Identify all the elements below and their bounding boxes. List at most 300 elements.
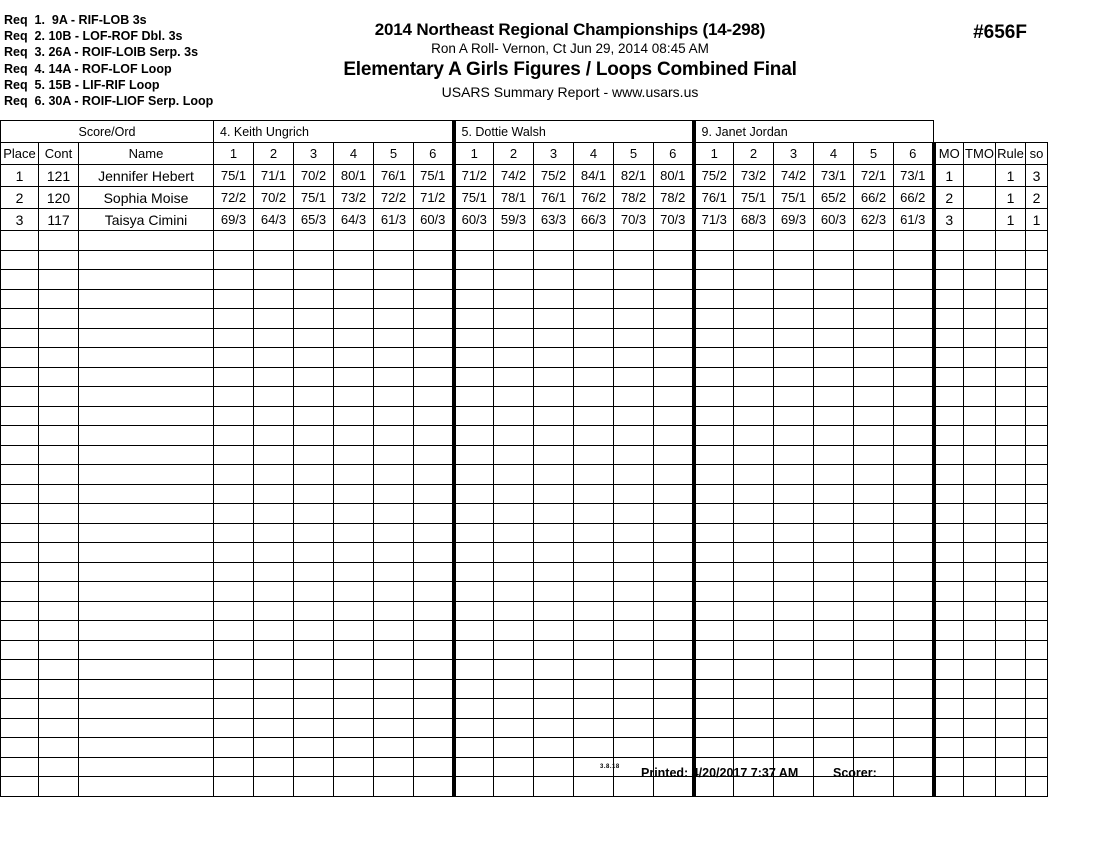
cell-empty	[1, 309, 39, 329]
cell-empty	[294, 328, 334, 348]
cell-empty	[854, 718, 894, 738]
column-header-j9-fig1: 1	[694, 143, 734, 165]
cell-empty	[964, 348, 996, 368]
cell-empty	[414, 562, 454, 582]
cell-empty	[964, 640, 996, 660]
cell-empty	[1, 289, 39, 309]
cell-empty	[574, 504, 614, 524]
cell-empty	[254, 426, 294, 446]
cell-empty	[254, 738, 294, 758]
cell-empty	[574, 777, 614, 797]
cell-j9-fig2: 68/3	[734, 209, 774, 231]
column-header-place: Place	[1, 143, 39, 165]
cell-empty	[694, 328, 734, 348]
cell-empty	[614, 601, 654, 621]
cell-empty	[614, 426, 654, 446]
cell-empty	[79, 309, 214, 329]
table-row-empty	[1, 328, 1048, 348]
cell-empty	[996, 679, 1026, 699]
cell-empty	[79, 699, 214, 719]
cell-place: 3	[1, 209, 39, 231]
column-header-row	[1, 143, 1048, 165]
cell-empty	[996, 309, 1026, 329]
cell-empty	[996, 699, 1026, 719]
cell-empty	[334, 250, 374, 270]
table-row-empty	[1, 562, 1048, 582]
cell-empty	[79, 757, 214, 777]
cell-j4-fig5: 72/2	[374, 187, 414, 209]
cell-empty	[734, 562, 774, 582]
cell-empty	[1, 718, 39, 738]
cell-empty	[996, 328, 1026, 348]
cell-empty	[494, 738, 534, 758]
cell-empty	[894, 387, 934, 407]
cell-empty	[894, 660, 934, 680]
cell-empty	[1026, 621, 1048, 641]
cell-j5-fig3: 75/2	[534, 165, 574, 187]
cell-mo: 3	[934, 209, 964, 231]
banner-spacer	[934, 121, 1048, 143]
cell-empty	[814, 406, 854, 426]
cell-tmo	[964, 187, 996, 209]
cell-empty	[734, 679, 774, 699]
cell-empty	[734, 660, 774, 680]
cell-j5-fig2: 78/1	[494, 187, 534, 209]
cell-empty	[654, 406, 694, 426]
cell-empty	[734, 250, 774, 270]
cell-empty	[894, 406, 934, 426]
cell-empty	[934, 738, 964, 758]
cell-empty	[1, 465, 39, 485]
cell-empty	[39, 309, 79, 329]
cell-empty	[414, 387, 454, 407]
cell-empty	[79, 621, 214, 641]
cell-empty	[294, 660, 334, 680]
cell-empty	[894, 328, 934, 348]
cell-empty	[374, 367, 414, 387]
cell-empty	[1, 231, 39, 251]
cell-j4-fig5: 76/1	[374, 165, 414, 187]
cell-empty	[334, 387, 374, 407]
cell-j4-fig4: 73/2	[334, 187, 374, 209]
cell-empty	[654, 504, 694, 524]
cell-empty	[39, 328, 79, 348]
cell-empty	[814, 445, 854, 465]
cell-empty	[694, 289, 734, 309]
cell-empty	[414, 679, 454, 699]
cell-empty	[654, 699, 694, 719]
cell-empty	[694, 270, 734, 290]
cell-empty	[294, 445, 334, 465]
table-row-empty	[1, 445, 1048, 465]
cell-empty	[894, 309, 934, 329]
cell-empty	[374, 543, 414, 563]
cell-name: Jennifer Hebert	[79, 165, 214, 187]
cell-empty	[964, 777, 996, 797]
cell-empty	[1, 660, 39, 680]
cell-empty	[694, 543, 734, 563]
cell-empty	[254, 601, 294, 621]
cell-empty	[614, 699, 654, 719]
cell-empty	[814, 699, 854, 719]
cell-empty	[774, 231, 814, 251]
cell-empty	[654, 562, 694, 582]
cell-empty	[894, 250, 934, 270]
cell-empty	[334, 699, 374, 719]
cell-empty	[1, 387, 39, 407]
cell-empty	[334, 640, 374, 660]
cell-empty	[894, 426, 934, 446]
cell-empty	[79, 718, 214, 738]
cell-empty	[294, 309, 334, 329]
cell-empty	[79, 328, 214, 348]
cell-empty	[334, 445, 374, 465]
cell-empty	[1026, 465, 1048, 485]
cell-empty	[214, 426, 254, 446]
column-header-j4-fig2: 2	[254, 143, 294, 165]
column-header-j9-fig6: 6	[894, 143, 934, 165]
cell-empty	[934, 504, 964, 524]
cell-empty	[934, 387, 964, 407]
cell-empty	[894, 582, 934, 602]
cell-empty	[1, 562, 39, 582]
cell-j9-fig3: 75/1	[774, 187, 814, 209]
cell-empty	[534, 757, 574, 777]
cell-empty	[1026, 406, 1048, 426]
cell-empty	[454, 660, 494, 680]
cell-empty	[414, 699, 454, 719]
cell-empty	[1026, 289, 1048, 309]
cell-empty	[254, 660, 294, 680]
cell-empty	[334, 426, 374, 446]
cell-empty	[294, 757, 334, 777]
cell-name: Sophia Moise	[79, 187, 214, 209]
cell-empty	[964, 757, 996, 777]
cell-empty	[374, 738, 414, 758]
cell-empty	[854, 582, 894, 602]
cell-empty	[854, 309, 894, 329]
cell-empty	[774, 406, 814, 426]
cell-empty	[414, 621, 454, 641]
cell-empty	[734, 504, 774, 524]
cell-empty	[79, 504, 214, 524]
cell-empty	[79, 484, 214, 504]
cell-empty	[414, 757, 454, 777]
table-row-empty	[1, 660, 1048, 680]
cell-empty	[996, 231, 1026, 251]
cell-empty	[534, 484, 574, 504]
cell-empty	[294, 465, 334, 485]
table-row	[1, 209, 1048, 231]
cell-empty	[494, 484, 534, 504]
cell-empty	[79, 289, 214, 309]
column-header-so: so	[1026, 143, 1048, 165]
cell-empty	[494, 543, 534, 563]
cell-empty	[214, 523, 254, 543]
cell-empty	[214, 445, 254, 465]
cell-empty	[814, 231, 854, 251]
cell-empty	[574, 640, 614, 660]
cell-empty	[814, 250, 854, 270]
cell-empty	[854, 289, 894, 309]
cell-empty	[934, 426, 964, 446]
cell-empty	[614, 582, 654, 602]
cell-empty	[854, 328, 894, 348]
cell-empty	[214, 504, 254, 524]
cell-empty	[854, 601, 894, 621]
cell-empty	[574, 660, 614, 680]
cell-empty	[39, 640, 79, 660]
cell-empty	[964, 543, 996, 563]
cell-empty	[734, 387, 774, 407]
cell-empty	[894, 504, 934, 524]
cell-empty	[494, 309, 534, 329]
cell-empty	[654, 601, 694, 621]
cell-empty	[934, 406, 964, 426]
cell-empty	[774, 523, 814, 543]
cell-empty	[79, 250, 214, 270]
cell-empty	[774, 250, 814, 270]
cell-empty	[534, 543, 574, 563]
cell-empty	[614, 621, 654, 641]
cell-empty	[964, 601, 996, 621]
cell-j9-fig1: 75/2	[694, 165, 734, 187]
cell-empty	[79, 406, 214, 426]
cell-empty	[654, 621, 694, 641]
cell-empty	[734, 406, 774, 426]
cell-empty	[774, 445, 814, 465]
cell-empty	[854, 484, 894, 504]
cell-empty	[614, 406, 654, 426]
cell-empty	[964, 523, 996, 543]
cell-empty	[854, 270, 894, 290]
cell-empty	[454, 348, 494, 368]
cell-empty	[79, 543, 214, 563]
cell-empty	[254, 406, 294, 426]
cell-empty	[454, 523, 494, 543]
cell-empty	[494, 660, 534, 680]
cell-empty	[334, 601, 374, 621]
cell-j9-fig2: 75/1	[734, 187, 774, 209]
cell-empty	[1026, 231, 1048, 251]
cell-so: 3	[1026, 165, 1048, 187]
cell-empty	[934, 250, 964, 270]
cell-empty	[996, 718, 1026, 738]
cell-empty	[734, 601, 774, 621]
cell-so: 2	[1026, 187, 1048, 209]
cell-empty	[414, 523, 454, 543]
cell-empty	[214, 679, 254, 699]
cell-empty	[39, 699, 79, 719]
cell-empty	[1, 270, 39, 290]
cell-empty	[414, 484, 454, 504]
cell-empty	[814, 387, 854, 407]
cell-empty	[254, 543, 294, 563]
cell-empty	[934, 543, 964, 563]
cell-empty	[654, 484, 694, 504]
cell-empty	[1026, 328, 1048, 348]
cell-empty	[214, 270, 254, 290]
cell-empty	[694, 640, 734, 660]
cell-empty	[1, 601, 39, 621]
cell-empty	[454, 367, 494, 387]
cell-empty	[1026, 601, 1048, 621]
cell-j9-fig6: 61/3	[894, 209, 934, 231]
cell-empty	[294, 718, 334, 738]
cell-empty	[654, 640, 694, 660]
cell-empty	[964, 660, 996, 680]
cell-empty	[694, 426, 734, 446]
cell-empty	[294, 367, 334, 387]
table-row-empty	[1, 309, 1048, 329]
cell-empty	[934, 640, 964, 660]
cell-empty	[774, 582, 814, 602]
cell-empty	[79, 777, 214, 797]
cell-empty	[534, 562, 574, 582]
cell-empty	[494, 445, 534, 465]
cell-empty	[894, 484, 934, 504]
cell-empty	[454, 543, 494, 563]
cell-empty	[574, 543, 614, 563]
cell-empty	[334, 289, 374, 309]
cell-empty	[374, 426, 414, 446]
cell-empty	[214, 621, 254, 641]
cell-empty	[996, 660, 1026, 680]
cell-empty	[374, 504, 414, 524]
cell-empty	[854, 387, 894, 407]
table-row-empty	[1, 738, 1048, 758]
cell-empty	[534, 328, 574, 348]
cell-empty	[574, 309, 614, 329]
cell-empty	[334, 270, 374, 290]
cell-empty	[254, 231, 294, 251]
table-row-empty	[1, 543, 1048, 563]
cell-empty	[694, 231, 734, 251]
cell-empty	[1, 250, 39, 270]
table-row-empty	[1, 757, 1048, 777]
cell-empty	[534, 270, 574, 290]
cell-empty	[814, 504, 854, 524]
cell-empty	[814, 562, 854, 582]
cell-empty	[574, 484, 614, 504]
cell-empty	[79, 445, 214, 465]
cell-empty	[454, 757, 494, 777]
cell-empty	[574, 231, 614, 251]
cell-empty	[494, 679, 534, 699]
scorer-label: Scorer:	[833, 766, 877, 780]
cell-empty	[454, 601, 494, 621]
cell-empty	[294, 250, 334, 270]
score-table	[0, 120, 1048, 797]
cell-empty	[774, 738, 814, 758]
cell-empty	[374, 679, 414, 699]
cell-empty	[1, 367, 39, 387]
cell-empty	[374, 777, 414, 797]
cell-empty	[39, 679, 79, 699]
cell-empty	[254, 757, 294, 777]
cell-empty	[214, 699, 254, 719]
cell-empty	[854, 465, 894, 485]
cell-empty	[934, 367, 964, 387]
cell-empty	[996, 601, 1026, 621]
cell-empty	[214, 328, 254, 348]
table-row	[1, 165, 1048, 187]
judge-header-5: 5. Dottie Walsh	[454, 121, 694, 143]
cell-empty	[574, 699, 614, 719]
cell-empty	[334, 738, 374, 758]
cell-empty	[79, 231, 214, 251]
cell-empty	[334, 523, 374, 543]
cell-empty	[294, 523, 334, 543]
cell-empty	[734, 328, 774, 348]
cell-empty	[214, 387, 254, 407]
cell-empty	[494, 465, 534, 485]
cell-empty	[254, 289, 294, 309]
cell-empty	[894, 543, 934, 563]
cell-empty	[934, 445, 964, 465]
cell-empty	[214, 465, 254, 485]
cell-rule: 1	[996, 209, 1026, 231]
cell-empty	[454, 250, 494, 270]
cell-empty	[534, 523, 574, 543]
cell-empty	[254, 250, 294, 270]
cell-empty	[614, 348, 654, 368]
cell-empty	[1026, 582, 1048, 602]
cell-empty	[934, 465, 964, 485]
cell-empty	[494, 777, 534, 797]
cell-empty	[774, 387, 814, 407]
requirements-list	[4, 12, 213, 109]
table-row-empty	[1, 289, 1048, 309]
cell-empty	[214, 309, 254, 329]
cell-empty	[996, 250, 1026, 270]
cell-empty	[694, 660, 734, 680]
cell-empty	[254, 270, 294, 290]
table-row-empty	[1, 406, 1048, 426]
cell-empty	[454, 328, 494, 348]
cell-empty	[454, 445, 494, 465]
cell-empty	[774, 348, 814, 368]
column-header-j5-fig1: 1	[454, 143, 494, 165]
cell-empty	[334, 231, 374, 251]
cell-empty	[374, 270, 414, 290]
cell-j5-fig1: 75/1	[454, 187, 494, 209]
cell-empty	[254, 309, 294, 329]
table-row-empty	[1, 504, 1048, 524]
cell-empty	[964, 718, 996, 738]
cell-empty	[814, 601, 854, 621]
cell-empty	[534, 387, 574, 407]
cell-j4-fig1: 75/1	[214, 165, 254, 187]
cell-empty	[1026, 523, 1048, 543]
cell-empty	[854, 367, 894, 387]
column-header-j4-fig1: 1	[214, 143, 254, 165]
cell-empty	[996, 348, 1026, 368]
cell-empty	[374, 601, 414, 621]
cell-empty	[414, 465, 454, 485]
cell-empty	[734, 699, 774, 719]
requirement-line-4: Req 4. 14A - ROF-LOF Loop	[4, 61, 172, 76]
cell-empty	[894, 601, 934, 621]
event-code: #656F	[973, 22, 1027, 43]
cell-empty	[214, 640, 254, 660]
cell-empty	[574, 289, 614, 309]
table-row	[1, 187, 1048, 209]
cell-empty	[414, 231, 454, 251]
cell-empty	[494, 426, 534, 446]
cell-empty	[454, 504, 494, 524]
cell-empty	[494, 757, 534, 777]
